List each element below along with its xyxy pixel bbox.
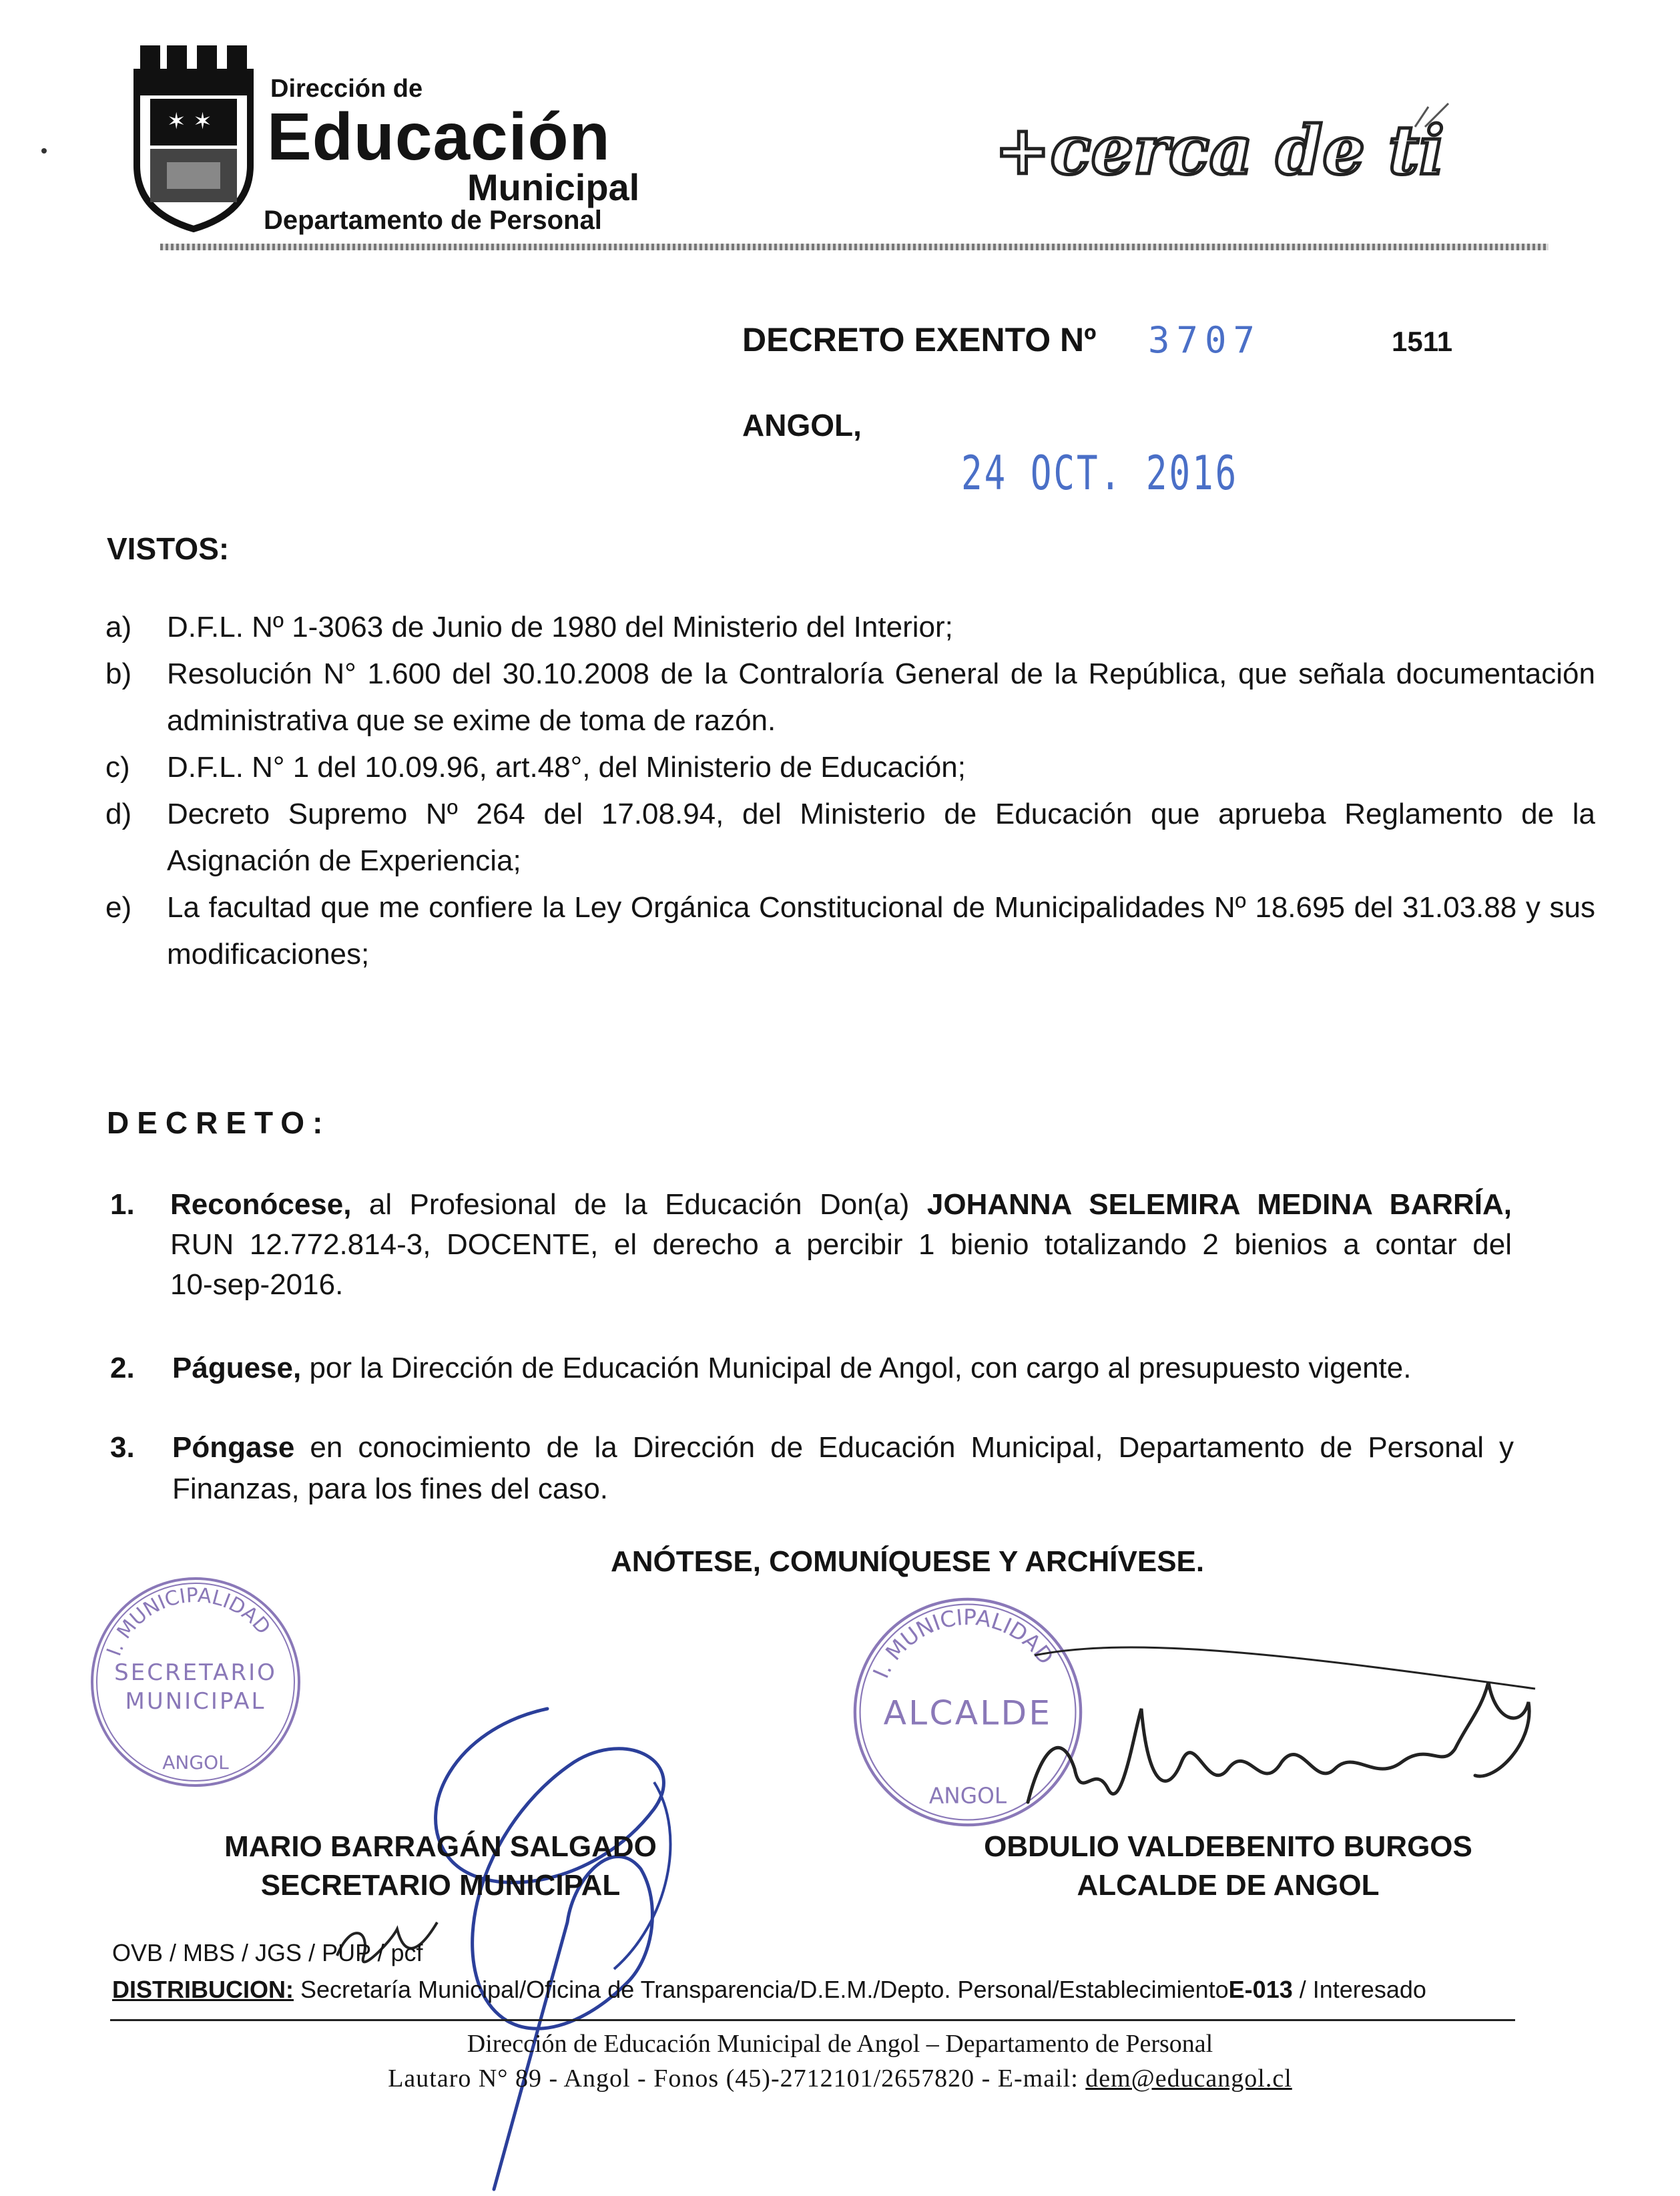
decree-number-stamp: 3707 bbox=[1148, 319, 1262, 361]
secretary-title: SECRETARIO MUNICIPAL bbox=[260, 1869, 621, 1902]
decreto-item-number: 2. bbox=[110, 1352, 135, 1384]
vistos-letter: c) bbox=[105, 751, 130, 784]
svg-text:ALCALDE: ALCALDE bbox=[883, 1693, 1053, 1733]
vistos-letter: e) bbox=[105, 891, 132, 924]
header-divider bbox=[160, 244, 1549, 250]
decreto-item-lead: Póngase bbox=[172, 1431, 295, 1464]
decreto-item-1: Reconócese, al Profesional de la Educación Don(a) JOHANNA SELEMIRA MEDINA BARRÍA, RUN 12.772.814-3, DOCENTE, el derecho a percibir 1 bienio totalizando 2 bienios a contar del 10-sep-2016. bbox=[170, 1188, 1512, 1301]
header-line-direccion: Dirección de bbox=[270, 75, 423, 103]
svg-text:+cerca de ti: +cerca de ti bbox=[995, 111, 1445, 190]
vistos-letter: a) bbox=[105, 611, 132, 643]
svg-text:I. MUNICIPALIDAD: I. MUNICIPALIDAD bbox=[102, 1583, 275, 1659]
beneficiary-name: JOHANNA SELEMIRA MEDINA BARRÍA, bbox=[926, 1188, 1512, 1221]
decree-number-suffix: 1511 bbox=[1392, 326, 1453, 357]
closing-formula: ANÓTESE, COMUNÍQUESE Y ARCHÍVESE. bbox=[611, 1545, 1205, 1578]
svg-text:MUNICIPAL: MUNICIPAL bbox=[125, 1688, 266, 1715]
svg-text:I. MUNICIPALIDAD: I. MUNICIPALIDAD bbox=[868, 1604, 1059, 1683]
decreto-heading: DECRETO: bbox=[107, 1105, 331, 1140]
header-department: Departamento de Personal bbox=[264, 206, 602, 235]
vistos-heading: VISTOS: bbox=[107, 531, 230, 566]
date-stamp: 24 OCT. 2016 bbox=[961, 446, 1239, 501]
slogan-logo bbox=[988, 100, 1455, 194]
vistos-letter: d) bbox=[105, 798, 132, 830]
secretary-seal-stamp bbox=[85, 1572, 306, 1792]
svg-text:ANGOL: ANGOL bbox=[928, 1783, 1007, 1809]
distribution-line: DISTRIBUCION: Secretaría Municipal/Oficina de Transparencia/D.E.M./Depto. Personal/EstablecimientoE-013 / Interesado bbox=[112, 1976, 1426, 2003]
decreto-item-2: Páguese, por la Dirección de Educación Municipal de Angol, con cargo al presupuesto vigente. bbox=[172, 1352, 1412, 1384]
mayor-name: OBDULIO VALDEBENITO BURGOS bbox=[984, 1830, 1472, 1863]
header-title: Educación bbox=[267, 99, 611, 174]
email-link[interactable]: dem@educangol.cl bbox=[1085, 2065, 1292, 2093]
decreto-item-number: 3. bbox=[110, 1431, 135, 1464]
svg-text:SECRETARIO: SECRETARIO bbox=[114, 1659, 277, 1686]
vistos-letter: b) bbox=[105, 657, 132, 690]
decreto-item-lead: Páguese, bbox=[172, 1352, 302, 1384]
establishment-code: E-013 bbox=[1228, 1976, 1293, 2003]
svg-text:✶ ✶: ✶ ✶ bbox=[167, 108, 212, 135]
decreto-item-number: 1. bbox=[110, 1188, 135, 1221]
scan-speck bbox=[41, 148, 47, 154]
decree-label: DECRETO EXENTO Nº bbox=[742, 321, 1097, 358]
header-line-municipal: Municipal bbox=[467, 166, 640, 208]
vistos-item: D.F.L. N° 1 del 10.09.96, art.48°, del Ministerio de Educación; bbox=[167, 751, 966, 784]
mayor-title: ALCALDE DE ANGOL bbox=[1077, 1869, 1380, 1902]
city-label: ANGOL, bbox=[742, 408, 862, 443]
coat-of-arms-icon bbox=[127, 45, 260, 232]
footer-institution: Dirección de Educación Municipal de Angol – Departamento de Personal bbox=[467, 2030, 1213, 2058]
footer-divider bbox=[110, 2019, 1515, 2021]
mayor-handwritten-signature bbox=[1015, 1629, 1549, 1842]
vistos-item: La facultad que me confiere la Ley Orgánica Constitucional de Municipalidades Nº 18.695 del 31.03.88 y sus modificaciones; bbox=[167, 891, 1595, 971]
responsibility-initials: OVB / MBS / JGS / PUP / pcf bbox=[112, 1939, 423, 1966]
vistos-item: Resolución N° 1.600 del 30.10.2008 de la Contraloría General de la República, que señala documentación administrativa que se exime de toma de razón. bbox=[167, 657, 1595, 737]
svg-text:ANGOL: ANGOL bbox=[162, 1751, 229, 1773]
distribution-label: DISTRIBUCION: bbox=[112, 1976, 294, 2003]
decreto-item-lead: Reconócese, bbox=[170, 1188, 352, 1221]
vistos-item: Decreto Supremo Nº 264 del 17.08.94, del Ministerio de Educación que aprueba Reglamento de la Asignación de Experiencia; bbox=[167, 798, 1595, 877]
footer-contact: Lautaro N° 89 - Angol - Fonos (45)-2712101/2657820 - E-mail: dem@educangol.cl bbox=[388, 2065, 1292, 2093]
vistos-item: D.F.L. Nº 1-3063 de Junio de 1980 del Ministerio del Interior; bbox=[167, 611, 953, 643]
secretary-name: MARIO BARRAGÁN SALGADO bbox=[224, 1830, 657, 1863]
decreto-item-3: Póngase en conocimiento de la Dirección de Educación Municipal, Departamento de Personal y Finanzas, para los fines del caso. bbox=[172, 1431, 1514, 1505]
